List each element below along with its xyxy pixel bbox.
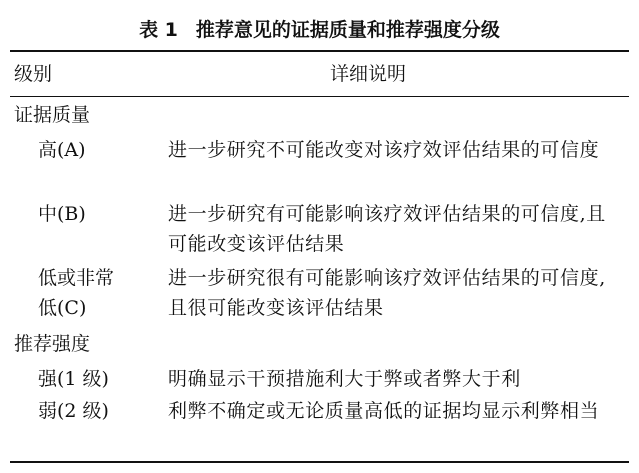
table-title: 推荐意见的证据质量和推荐强度分级 bbox=[195, 19, 500, 41]
detail-weak: 利弊不确定或无论质量高低的证据均显示利弊相当 bbox=[168, 400, 600, 422]
header-rule bbox=[10, 96, 629, 97]
bottom-rule bbox=[10, 461, 629, 463]
level-weak: 弱(2 级) bbox=[38, 400, 109, 422]
detail-low: 进一步研究很有可能影响该疗效评估结果的可信度,且很可能改变该评估结果 bbox=[168, 267, 606, 319]
level-high: 高(A) bbox=[38, 139, 86, 161]
detail-moderate: 进一步研究有可能影响该疗效评估结果的可信度,且可能改变该评估结果 bbox=[168, 203, 606, 255]
level-low-line-2: 低(C) bbox=[38, 297, 87, 319]
section-heading-recommendation-strength: 推荐强度 bbox=[14, 333, 91, 355]
level-low-line-1: 低或非常 bbox=[38, 267, 115, 289]
detail-strong: 明确显示干预措施利大于弊或者弊大于利 bbox=[168, 368, 521, 390]
table-number: 表 1 bbox=[139, 19, 178, 41]
table-caption bbox=[0, 18, 639, 42]
column-header-level: 级别 bbox=[14, 63, 53, 85]
detail-high: 进一步研究不可能改变对该疗效评估结果的可信度 bbox=[168, 139, 600, 161]
level-moderate: 中(B) bbox=[38, 203, 86, 225]
top-rule bbox=[10, 50, 629, 52]
level-strong: 强(1 级) bbox=[38, 368, 109, 390]
section-heading-evidence-quality: 证据质量 bbox=[14, 104, 91, 126]
column-header-detail: 详细说明 bbox=[330, 63, 407, 85]
